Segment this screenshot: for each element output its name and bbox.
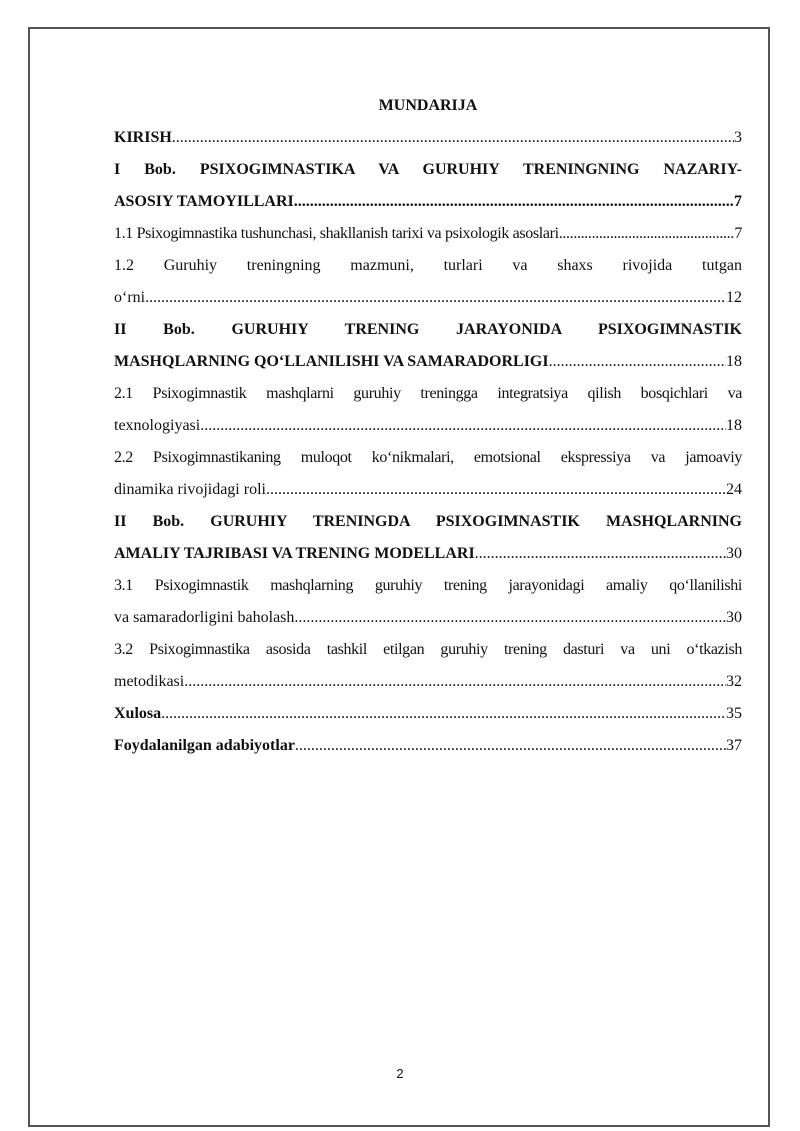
- toc-entry-s1-1[interactable]: [114, 218, 742, 250]
- toc-entry-label: dinamika rivojidagi roli: [114, 481, 266, 498]
- toc-page-number: 18: [726, 417, 742, 434]
- toc-entry-bob1-line1[interactable]: [114, 154, 742, 186]
- toc-entry-s2-1-line2[interactable]: [114, 410, 742, 442]
- toc-entry-s1-2-line1[interactable]: [114, 250, 742, 282]
- dot-leader: [294, 602, 726, 634]
- toc-entry-label: 2.2 Psixogimnastikaning muloqot ko‘nikmalari, emotsional ekspressiya va jamoaviy: [114, 449, 742, 466]
- toc-page-number: 12: [726, 289, 742, 306]
- toc-entry-label: 2.1 Psixogimnastik mashqlarni guruhiy treningga integratsiya qilish bosqichlari va: [114, 385, 742, 402]
- toc-page-number: 37: [726, 737, 742, 754]
- toc-entry-label: 1.1 Psixogimnastika tushunchasi, shakllanish tarixi va psixologik asoslari: [114, 225, 559, 242]
- dot-leader: [145, 282, 726, 314]
- toc-page-number: 30: [726, 545, 742, 562]
- toc-page-number: 32: [726, 673, 742, 690]
- toc-entry-bob2-line2[interactable]: [114, 346, 742, 378]
- toc-entry-s2-2-line1[interactable]: [114, 442, 742, 474]
- toc-page-number: 3: [734, 129, 742, 146]
- toc-entry-s2-1-line1[interactable]: [114, 378, 742, 410]
- toc-entry-xulosa[interactable]: [114, 698, 742, 730]
- toc-entry-bob1-line2[interactable]: [114, 186, 742, 218]
- toc-page-number: 35: [726, 705, 742, 722]
- toc-title: MUNDARIJA: [378, 97, 478, 114]
- dot-leader: [549, 346, 726, 378]
- toc-page-number: 30: [726, 609, 742, 626]
- dot-leader: [475, 538, 726, 570]
- toc-entry-s3-1-line2[interactable]: [114, 602, 742, 634]
- toc-entry-label: texnologiyasi: [114, 417, 201, 434]
- toc-entry-bob3-line1[interactable]: [114, 506, 742, 538]
- toc-entry-label: ASOSIY TAMOYILLARI: [114, 193, 294, 210]
- dot-leader: [200, 410, 726, 442]
- toc-page-number: 7: [734, 225, 742, 242]
- toc-entry-label: metodikasi: [114, 673, 185, 690]
- toc-entry-adabiyotlar[interactable]: [114, 730, 742, 762]
- dot-leader: [161, 698, 726, 730]
- toc-entry-bob3-line2[interactable]: [114, 538, 742, 570]
- toc-entry-label: 3.2 Psixogimnastika asosida tashkil etilgan guruhiy trening dasturi va uni o‘tkazish: [114, 641, 742, 658]
- toc-entry-label: 3.1 Psixogimnastik mashqlarning guruhiy trening jarayonidagi amaliy qo‘llanilishi: [114, 577, 742, 594]
- dot-leader: [559, 218, 735, 250]
- page-number: 2: [396, 1066, 404, 1081]
- toc-page-number: 7: [734, 193, 742, 210]
- table-of-contents: [114, 96, 742, 762]
- toc-entry-s3-1-line1[interactable]: [114, 570, 742, 602]
- toc-entry-s2-2-line2[interactable]: [114, 474, 742, 506]
- dot-leader: [294, 186, 734, 218]
- dot-leader: [172, 122, 734, 154]
- toc-entry-bob2-line1[interactable]: [114, 314, 742, 346]
- toc-entry-label: va samaradorligini baholash: [114, 609, 295, 626]
- toc-entry-label: AMALIY TAJRIBASI VA TRENING MODELLARI: [114, 545, 475, 562]
- toc-entry-kirish[interactable]: [114, 122, 742, 154]
- dot-leader: [295, 730, 726, 762]
- toc-entry-label: MASHQLARNING QO‘LLANILISHI VA SAMARADORLIGI: [114, 353, 549, 370]
- toc-entry-label: II Bob. GURUHIY TRENING JARAYONIDA PSIXOGIMNASTIK: [114, 321, 742, 338]
- toc-entry-label: II Bob. GURUHIY TRENINGDA PSIXOGIMNASTIK MASHQLARNING: [114, 513, 742, 530]
- dot-leader: [184, 666, 726, 698]
- toc-entry-label: KIRISH: [114, 129, 172, 146]
- toc-entry-label: I Bob. PSIXOGIMNASTIKA VA GURUHIY TRENINGNING NAZARIY-: [114, 161, 742, 178]
- toc-page-number: 24: [726, 481, 742, 498]
- toc-entry-s3-2-line1[interactable]: [114, 634, 742, 666]
- toc-entry-label: Foydalanilgan adabiyotlar: [114, 737, 295, 754]
- toc-entry-s1-2-line2[interactable]: [114, 282, 742, 314]
- toc-entry-label: o‘rni: [114, 289, 146, 306]
- toc-page-number: 18: [726, 353, 742, 370]
- toc-entry-s3-2-line2[interactable]: [114, 666, 742, 698]
- dot-leader: [266, 474, 726, 506]
- toc-entry-label: Xulosa: [114, 705, 162, 722]
- toc-entry-label: 1.2 Guruhiy treningning mazmuni, turlari va shaxs rivojida tutgan: [114, 257, 742, 274]
